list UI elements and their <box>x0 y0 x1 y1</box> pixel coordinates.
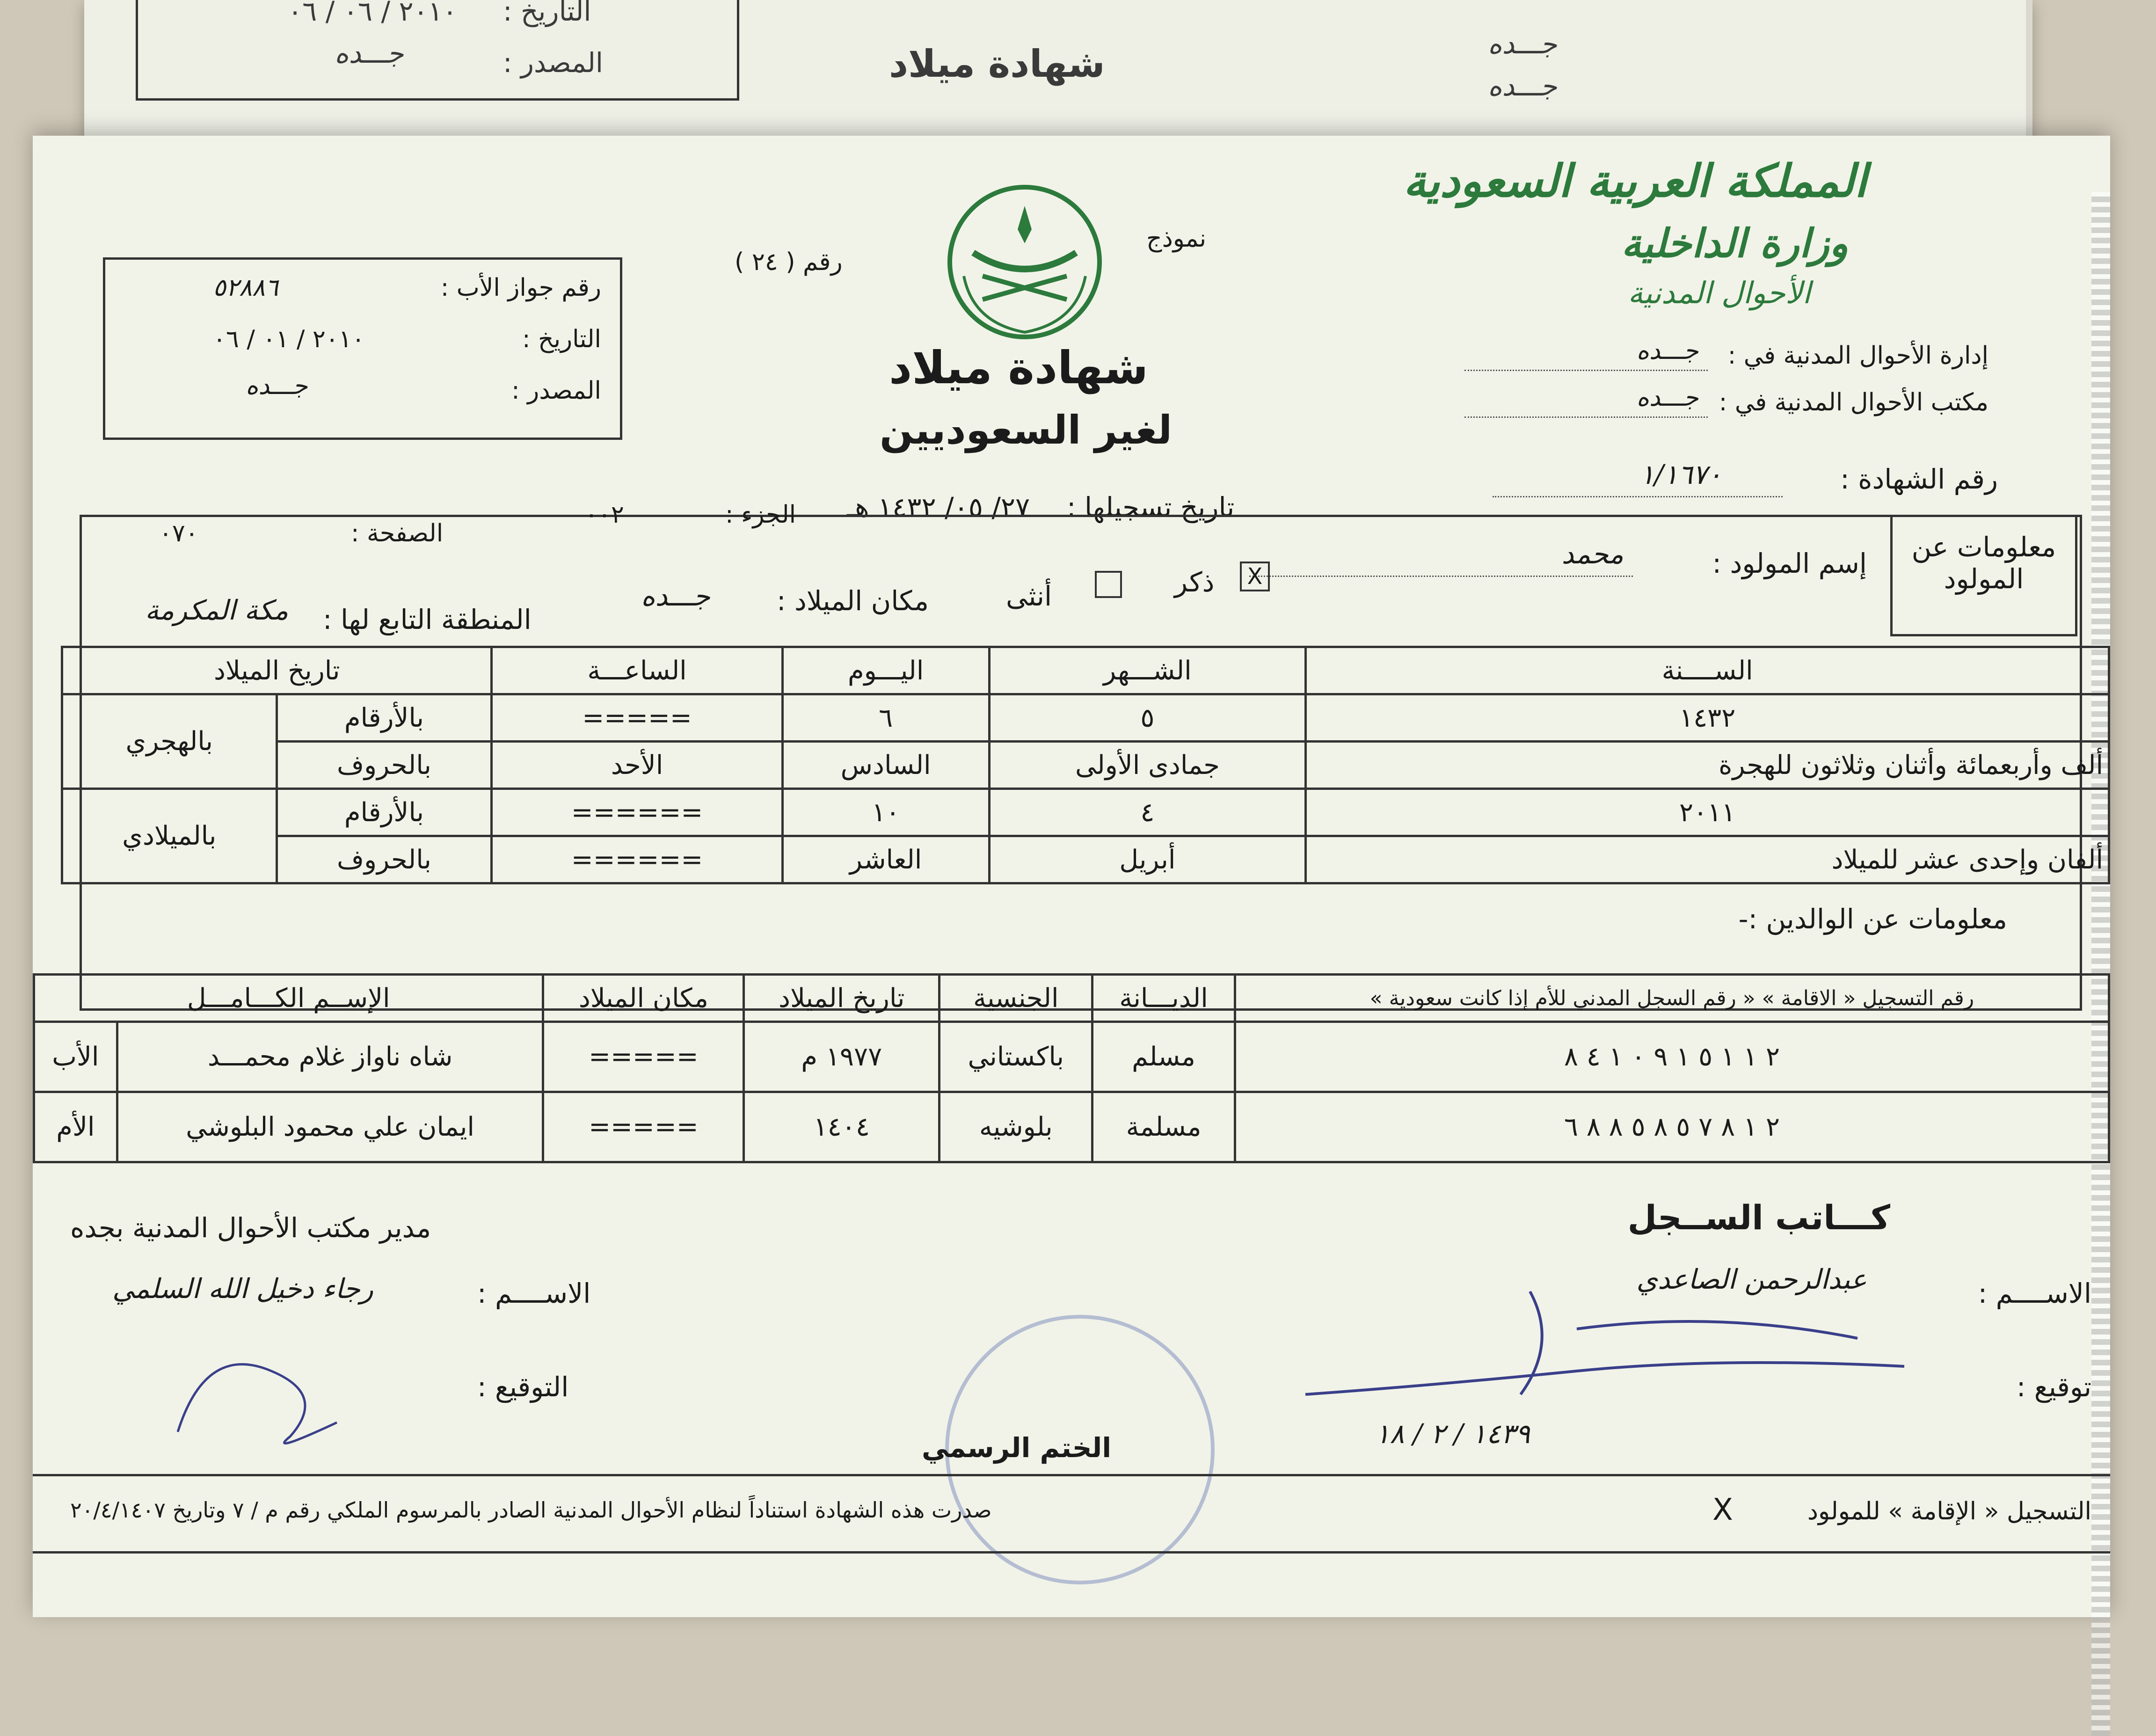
back-title: شهادة ميلاد <box>889 42 1105 86</box>
admin-value: جـــده <box>1636 337 1698 365</box>
back-city-2: جـــده <box>1488 70 1557 102</box>
registrar-name-value: عبدالرحمن الصاعدي <box>1636 1263 1867 1295</box>
letters-label: بالحروف <box>277 742 492 789</box>
father-religion: مسلم <box>1093 1022 1235 1092</box>
col-fullname: الإســم الكـــامـــل <box>34 975 543 1022</box>
col-birthplace: مكان الميلاد <box>543 975 744 1022</box>
father-nationality: باكستاني <box>940 1022 1093 1092</box>
region-label: المنطقة التابع لها : <box>323 604 532 635</box>
hijri-month-digits: ٥ <box>989 694 1306 742</box>
ministry-title: وزارة الداخلية <box>1621 220 1848 266</box>
certificate-subtitle: لغير السعوديين <box>880 407 1173 453</box>
hijri-day-digits: ٦ <box>782 694 989 742</box>
back-date-value: ٢٠١٠ / ٠٦ / ٠٦ <box>288 0 458 27</box>
birth-date-table <box>61 646 2110 884</box>
greg-year-letters: ألفان وإحدى عشر للميلاد <box>1306 836 2109 883</box>
office-value: جـــده <box>1636 384 1698 412</box>
greg-day-letters: العاشر <box>782 836 989 883</box>
back-sheet <box>84 0 2032 154</box>
volume-label: الجزء : <box>725 501 796 529</box>
back-info-box <box>136 0 739 101</box>
birthplace-value: جـــده <box>641 580 710 612</box>
department-title: الأحوال المدنية <box>1628 276 1811 311</box>
registration-date-label: تاريخ تسجيلها : <box>1067 491 1235 523</box>
birthplace-label: مكان الميلاد : <box>777 585 929 617</box>
director-signature-icon <box>150 1315 430 1455</box>
back-city-1: جـــده <box>1488 28 1557 60</box>
mother-registration: ٢ ١ ٨ ٧ ٥ ٨ ٥ ٨ ٨ ٦ <box>1235 1092 2109 1162</box>
parents-section-label: معلومات عن الوالدين :- <box>1738 903 2007 935</box>
greg-month-digits: ٤ <box>989 789 1306 836</box>
greg-month-letters: أبريل <box>989 836 1306 883</box>
col-day: اليـــوم <box>782 647 989 694</box>
director-name-value: رجاء دخيل الله السلمي <box>112 1273 373 1305</box>
digits-label-2: بالأرقام <box>277 789 492 836</box>
hijri-hour-digits: ===== <box>492 694 782 742</box>
hijri-year-digits: ١٤٣٢ <box>1306 694 2109 742</box>
gregorian-label: بالميلادي <box>62 789 277 883</box>
mother-birthdate: ١٤٠٤ <box>744 1092 940 1162</box>
region-value: مكة المكرمة <box>145 594 289 626</box>
parents-table <box>33 973 2110 1163</box>
back-date-label: التاريخ : <box>503 0 591 27</box>
hijri-hour-letters: الأحد <box>492 742 782 789</box>
female-checkbox[interactable] <box>1095 571 1122 598</box>
hijri-day-letters: السادس <box>782 742 989 789</box>
greg-day-digits: ١٠ <box>782 789 989 836</box>
male-label: ذكر <box>1174 566 1215 598</box>
father-registration: ٢ ١ ١ ٥ ١ ٩ ٠ ١ ٤ ٨ <box>1235 1022 2109 1092</box>
col-month: الشـــهر <box>989 647 1306 694</box>
newborn-name-label: إسم المولود : <box>1712 547 1867 579</box>
newborn-section-label: معلومات عن المولود <box>1911 531 2056 595</box>
col-registration: رقم التسجيل « الاقامة » « رقم السجل المدني للأم إذا كانت سعودية » <box>1235 975 2109 1022</box>
father-passport-box <box>103 257 622 440</box>
letters-label-2: بالحروف <box>277 836 492 883</box>
registrar-title: كـــاتب الســجل <box>1627 1198 1890 1237</box>
saudi-emblem-icon <box>931 182 1118 342</box>
office-label: مكتب الأحوال المدنية في : <box>1719 388 1988 416</box>
father-birthplace: ===== <box>543 1022 744 1092</box>
footer-mark: X <box>1712 1493 1733 1527</box>
registrar-sign-label: توقيع : <box>2016 1371 2091 1403</box>
cert-number-line <box>1493 496 1783 497</box>
col-hour: الساعـــة <box>492 647 782 694</box>
greg-hour-letters: ====== <box>492 836 782 883</box>
digits-label: بالأرقام <box>277 694 492 742</box>
passport-date-value: ٢٠١٠ / ٠١ / ٠٦ <box>213 325 365 353</box>
newborn-name-value: محمد <box>1561 538 1624 570</box>
female-label: أنثى <box>1006 580 1052 612</box>
father-role: الأب <box>34 1022 117 1092</box>
registrar-signature-icon <box>1296 1273 1951 1422</box>
mother-role: الأم <box>34 1092 117 1162</box>
cert-number-label: رقم الشهادة : <box>1840 463 1998 495</box>
hijri-label: بالهجري <box>62 694 277 789</box>
birth-date-header: تاريخ الميلاد <box>62 647 492 694</box>
volume-value: ٠٠٢ <box>585 501 624 529</box>
director-title: مدير مكتب الأحوال المدنية بجده <box>70 1212 431 1244</box>
footer-registration-label: التسجيل « الإقامة » للمولود <box>1807 1497 2091 1525</box>
passport-value: ٥٢٨٨٦ <box>213 274 278 302</box>
admin-line <box>1464 370 1708 371</box>
passport-source-label: المصدر : <box>511 377 601 405</box>
director-name-label: الاســــم : <box>477 1277 591 1309</box>
office-line <box>1464 416 1708 418</box>
passport-date-label: التاريخ : <box>522 325 601 353</box>
cert-number-value: ١/١٦٧٠ <box>1639 459 1722 490</box>
col-religion: الديـــانة <box>1093 975 1235 1022</box>
mother-nationality: بلوشيه <box>940 1092 1093 1162</box>
newborn-section-cell <box>1890 515 2077 636</box>
greg-hour-digits: ====== <box>492 789 782 836</box>
admin-label: إدارة الأحوال المدنية في : <box>1727 342 1988 370</box>
page-label: الصفحة : <box>351 519 444 547</box>
newborn-name-line <box>1249 576 1633 577</box>
form-label: نموذج <box>1146 225 1207 253</box>
registration-date-value: ٢٧/ ٠٥/ ١٤٣٢ هـ <box>847 491 1030 523</box>
mother-name: ايمان علي محمود البلوشي <box>117 1092 543 1162</box>
registrar-name-label: الاســــم : <box>1978 1277 2091 1309</box>
passport-source-value: جـــده <box>246 372 308 400</box>
director-sign-label: التوقيع : <box>477 1371 569 1403</box>
greg-year-digits: ٢٠١١ <box>1306 789 2109 836</box>
col-nationality: الجنسية <box>940 975 1093 1022</box>
father-birthdate: ١٩٧٧ م <box>744 1022 940 1092</box>
footer-issued-text: صدرت هذه الشهادة استناداً لنظام الأحوال المدنية الصادر بالمرسوم الملكي رقم م / ٧ وتاريخ ٢٠/٤/١٤٠٧ <box>70 1497 992 1523</box>
father-name: شاه ناواز غلام محمـــد <box>117 1022 543 1092</box>
kingdom-title: المملكة العربية السعودية <box>1403 154 1867 207</box>
mother-birthplace: ===== <box>543 1092 744 1162</box>
hijri-year-letters: ألف وأربعمائة وأثنان وثلاثون للهجرة <box>1306 742 2109 789</box>
page-value: ٠٧٠ <box>159 519 198 547</box>
col-year: الســــنة <box>1306 647 2109 694</box>
mother-religion: مسلمة <box>1093 1092 1235 1162</box>
male-checkbox[interactable]: X <box>1240 562 1270 591</box>
registrar-date: ١٤٣٩ / ٢ / ١٨ <box>1375 1418 1530 1450</box>
form-number: رقم ( ٢٤ ) <box>735 248 843 276</box>
stamp-label: الختم الرسمي <box>922 1432 1112 1464</box>
passport-label: رقم جواز الأب : <box>440 274 601 302</box>
back-source-label: المصدر : <box>503 47 604 79</box>
certificate-title: شهادة ميلاد <box>889 342 1148 394</box>
col-birthdate: تاريخ الميلاد <box>744 975 940 1022</box>
birth-certificate-sheet <box>33 136 2110 1617</box>
hijri-month-letters: جمادى الأولى <box>989 742 1306 789</box>
back-source-value: جـــده <box>335 37 404 69</box>
